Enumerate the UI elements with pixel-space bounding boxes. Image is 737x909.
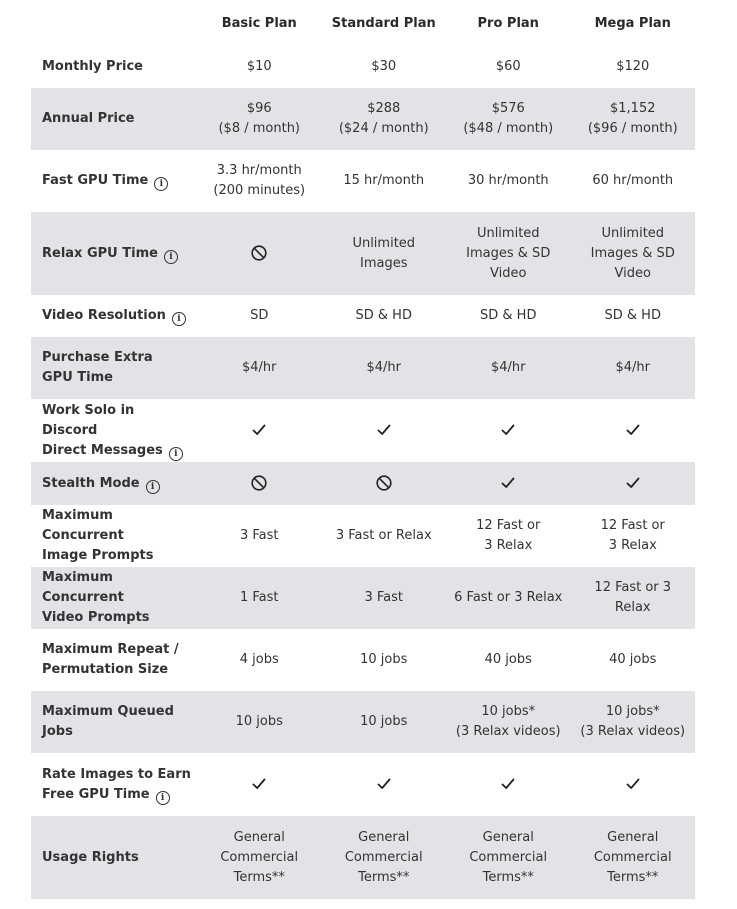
row-label xyxy=(31,295,197,337)
cell-mega xyxy=(571,816,696,899)
table-row xyxy=(31,399,695,462)
cell-mega xyxy=(571,629,696,691)
cell-value: 3 Fast xyxy=(239,528,279,543)
row-label-text: Maximum Repeat / Permutation Size xyxy=(42,642,179,677)
not-included-icon xyxy=(250,246,268,261)
cell-value: $10 xyxy=(246,59,272,74)
cell-pro xyxy=(446,337,571,399)
info-icon[interactable]: i xyxy=(156,791,170,805)
checkmark-icon xyxy=(499,777,517,792)
cell-pro xyxy=(446,46,571,88)
cell-mega xyxy=(571,46,696,88)
cell-standard xyxy=(322,150,447,212)
row-label xyxy=(31,691,197,753)
cell-basic xyxy=(197,462,322,505)
plan-header-standard: Standard Plan xyxy=(331,15,436,31)
cell-mega xyxy=(571,691,696,753)
header-empty xyxy=(31,0,197,46)
cell-value: Unlimited Images & SD Video xyxy=(590,225,675,281)
cell-basic xyxy=(197,212,322,295)
row-label xyxy=(31,212,197,295)
cell-mega xyxy=(571,753,696,816)
cell-value: $1,152 ($96 / month) xyxy=(587,101,678,136)
table-row xyxy=(31,150,695,212)
cell-standard xyxy=(322,505,447,567)
cell-value: SD & HD xyxy=(480,308,537,323)
cell-pro xyxy=(446,505,571,567)
cell-basic xyxy=(197,753,322,816)
cell-basic xyxy=(197,399,322,462)
row-label-text: Maximum Concurrent Image Prompts xyxy=(42,508,154,563)
row-label xyxy=(31,505,197,567)
cell-pro xyxy=(446,212,571,295)
row-label-text: Annual Price xyxy=(42,111,135,126)
cell-basic xyxy=(197,88,322,150)
cell-pro xyxy=(446,150,571,212)
cell-mega xyxy=(571,567,696,629)
cell-mega xyxy=(571,88,696,150)
cell-value: 30 hr/month xyxy=(467,173,549,188)
cell-value: SD & HD xyxy=(604,308,661,323)
cell-value: General Commercial Terms** xyxy=(469,829,548,885)
table-row xyxy=(31,295,695,337)
row-label-text: Maximum Concurrent Video Prompts xyxy=(42,570,150,625)
cell-basic xyxy=(197,46,322,88)
checkmark-icon xyxy=(624,476,642,491)
cell-standard xyxy=(322,567,447,629)
cell-value: $4/hr xyxy=(366,360,401,375)
checkmark-icon xyxy=(499,476,517,491)
cell-pro xyxy=(446,399,571,462)
checkmark-icon xyxy=(624,777,642,792)
cell-pro xyxy=(446,816,571,899)
row-label xyxy=(31,337,197,399)
cell-value: SD xyxy=(250,308,269,323)
row-label-text: Work Solo in Discord Direct Messages xyxy=(42,402,163,458)
cell-basic xyxy=(197,567,322,629)
cell-value: Unlimited Images xyxy=(352,235,416,271)
cell-value: $30 xyxy=(371,59,397,74)
row-label xyxy=(31,816,197,899)
cell-standard xyxy=(322,691,447,753)
cell-mega xyxy=(571,295,696,337)
cell-value: $4/hr xyxy=(490,360,526,375)
table-row xyxy=(31,567,695,629)
cell-value: $4/hr xyxy=(241,360,277,375)
checkmark-icon xyxy=(624,423,642,438)
cell-basic xyxy=(197,337,322,399)
row-label xyxy=(31,629,197,691)
cell-value: 10 jobs xyxy=(360,714,408,729)
cell-pro xyxy=(446,753,571,816)
cell-standard xyxy=(322,753,447,816)
row-label-text: Rate Images to Earn Free GPU Time xyxy=(42,766,191,802)
table-row xyxy=(31,337,695,399)
cell-value: 40 jobs xyxy=(484,652,532,667)
cell-value: $60 xyxy=(495,59,521,74)
info-icon[interactable]: i xyxy=(164,250,178,264)
cell-pro xyxy=(446,88,571,150)
row-label xyxy=(31,399,197,462)
cell-standard xyxy=(322,88,447,150)
plan-comparison-table xyxy=(31,0,695,899)
row-label xyxy=(31,462,197,505)
cell-mega xyxy=(571,505,696,567)
cell-mega xyxy=(571,150,696,212)
cell-value: 6 Fast or 3 Relax xyxy=(454,590,563,605)
cell-basic xyxy=(197,505,322,567)
table-body xyxy=(31,46,695,899)
row-label-text: Video Resolution xyxy=(42,308,166,323)
cell-value: 12 Fast or 3 Relax xyxy=(594,580,672,615)
not-included-icon xyxy=(375,476,393,491)
cell-value: $96 ($8 / month) xyxy=(218,101,301,136)
cell-standard xyxy=(322,212,447,295)
table-row xyxy=(31,629,695,691)
cell-value: $288 ($24 / month) xyxy=(338,101,429,136)
table-row xyxy=(31,753,695,816)
cell-pro xyxy=(446,567,571,629)
cell-value: 10 jobs* (3 Relax videos) xyxy=(455,704,561,739)
cell-standard xyxy=(322,295,447,337)
cell-standard xyxy=(322,629,447,691)
table-row xyxy=(31,46,695,88)
cell-value: 12 Fast or 3 Relax xyxy=(476,518,541,553)
cell-pro xyxy=(446,295,571,337)
cell-value: General Commercial Terms** xyxy=(593,829,672,885)
cell-value: 3 Fast xyxy=(364,590,404,605)
cell-value: 4 jobs xyxy=(239,652,279,667)
row-label xyxy=(31,150,197,212)
cell-value: General Commercial Terms** xyxy=(344,829,423,885)
plan-header-pro: Pro Plan xyxy=(477,15,539,31)
cell-basic xyxy=(197,629,322,691)
cell-mega xyxy=(571,399,696,462)
row-label-text: Fast GPU Time xyxy=(42,173,149,188)
table-row xyxy=(31,505,695,567)
checkmark-icon xyxy=(375,777,393,792)
cell-value: 40 jobs xyxy=(609,652,657,667)
cell-mega xyxy=(571,212,696,295)
row-label xyxy=(31,46,197,88)
cell-value: 3 Fast or Relax xyxy=(335,528,432,543)
cell-value: 60 hr/month xyxy=(592,173,674,188)
row-label-text: Purchase Extra GPU Time xyxy=(42,350,153,385)
cell-value: SD & HD xyxy=(355,308,412,323)
checkmark-icon xyxy=(499,423,517,438)
cell-pro xyxy=(446,462,571,505)
checkmark-icon xyxy=(375,423,393,438)
cell-value: Unlimited Images & SD Video xyxy=(466,225,551,281)
cell-mega xyxy=(571,462,696,505)
cell-value: 10 jobs xyxy=(235,714,283,729)
row-label xyxy=(31,88,197,150)
checkmark-icon xyxy=(250,777,268,792)
cell-value: $4/hr xyxy=(615,360,650,375)
cell-basic xyxy=(197,816,322,899)
info-icon[interactable]: i xyxy=(154,177,168,191)
table-row xyxy=(31,816,695,899)
not-included-icon xyxy=(250,476,268,491)
row-label-text: Monthly Price xyxy=(42,59,143,74)
cell-standard xyxy=(322,462,447,505)
header-row xyxy=(31,0,695,46)
plan-header-basic: Basic Plan xyxy=(221,15,297,31)
table-row xyxy=(31,212,695,295)
cell-value: 10 jobs* (3 Relax videos) xyxy=(580,704,686,739)
row-label xyxy=(31,567,197,629)
cell-value: 1 Fast xyxy=(239,590,279,605)
table-row xyxy=(31,691,695,753)
cell-value: 10 jobs xyxy=(360,652,408,667)
cell-standard xyxy=(322,46,447,88)
cell-pro xyxy=(446,691,571,753)
cell-standard xyxy=(322,399,447,462)
cell-standard xyxy=(322,337,447,399)
row-label-text: Relax GPU Time xyxy=(42,245,158,261)
cell-value: General Commercial Terms** xyxy=(220,829,299,885)
info-icon[interactable]: i xyxy=(172,312,186,326)
row-label-text: Usage Rights xyxy=(42,849,139,865)
info-icon[interactable]: i xyxy=(146,480,160,494)
cell-value: $576 ($48 / month) xyxy=(463,101,554,136)
plan-comparison xyxy=(31,0,695,899)
checkmark-icon xyxy=(250,423,268,438)
row-label xyxy=(31,753,197,816)
cell-value: 3.3 hr/month (200 minutes) xyxy=(213,163,306,198)
table-row xyxy=(31,462,695,505)
cell-standard xyxy=(322,816,447,899)
plan-header-mega: Mega Plan xyxy=(594,15,671,31)
info-icon[interactable]: i xyxy=(169,447,183,461)
table-row xyxy=(31,88,695,150)
row-label-text: Stealth Mode xyxy=(42,475,140,491)
cell-value: 15 hr/month xyxy=(343,173,425,188)
row-label-text: Maximum Queued Jobs xyxy=(42,704,174,739)
cell-basic xyxy=(197,150,322,212)
cell-basic xyxy=(197,295,322,337)
cell-mega xyxy=(571,337,696,399)
cell-pro xyxy=(446,629,571,691)
cell-basic xyxy=(197,691,322,753)
cell-value: $120 xyxy=(616,59,650,74)
cell-value: 12 Fast or 3 Relax xyxy=(600,518,665,553)
